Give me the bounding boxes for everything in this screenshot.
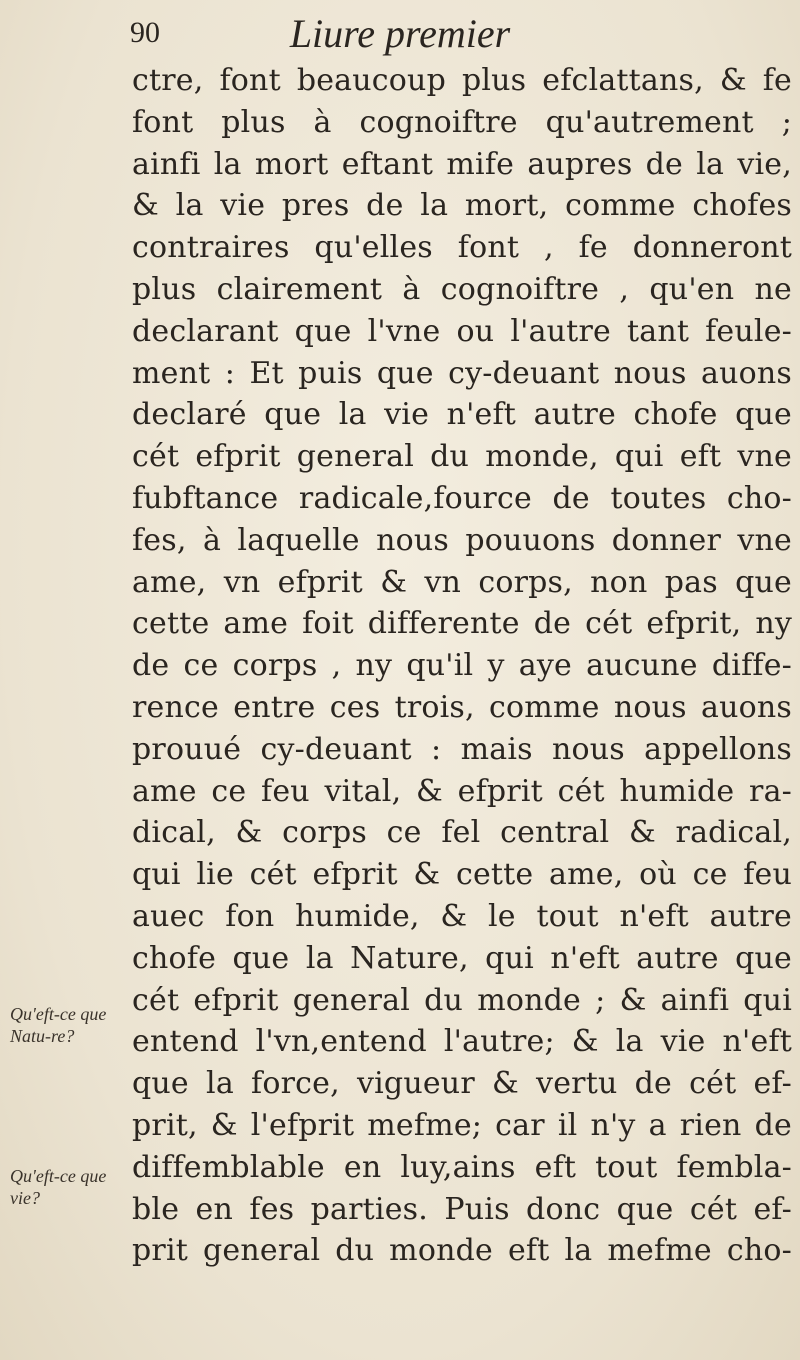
text-line: contraires qu'elles font , fe donneront — [132, 230, 792, 266]
text-line: prouué cy-deuant : mais nous appellons — [132, 731, 792, 767]
text-line: declaré que la vie n'eft autre chofe que — [132, 397, 792, 433]
text-line: & la vie pres de la mort, comme chofes — [132, 188, 792, 224]
text-line: font plus à cognoiftre qu'autrement ; — [132, 104, 792, 140]
text-line: plus clairement à cognoiftre , qu'en ne — [132, 271, 792, 307]
text-line: ainfi la mort eftant mife aupres de la vie, — [132, 146, 792, 182]
text-line: qui lie cét efprit & cette ame, où ce feu — [132, 857, 792, 893]
text-line: de ce corps , ny qu'il y aye aucune diffe- — [132, 648, 792, 684]
text-line: ame, vn efprit & vn corps, non pas que — [132, 564, 792, 600]
text-line: que la force, vigueur & vertu de cét ef- — [132, 1066, 792, 1102]
text-line: declarant que l'vne ou l'autre tant feule- — [132, 313, 792, 349]
text-line: diffemblable en luy,ains eft tout fembla- — [132, 1149, 792, 1185]
margin-note — [10, 1003, 110, 1047]
page-number: 90 — [130, 16, 160, 49]
text-line: fes, à laquelle nous pouuons donner vne — [132, 522, 792, 558]
text-line: ment : Et puis que cy-deuant nous auons — [132, 355, 792, 391]
text-line: auec fon humide, & le tout n'eft autre — [132, 898, 792, 934]
text-line: chofe que la Nature, qui n'eft autre que — [132, 940, 792, 976]
text-line: entend l'vn,entend l'autre; & la vie n'eft — [132, 1024, 792, 1060]
margin-note-text: Qu'eft-ce que Natu-re? — [10, 1004, 107, 1046]
margin-note — [10, 1165, 110, 1209]
text-line: cét efprit general du monde ; & ainfi qui — [132, 982, 792, 1018]
text-line: cette ame foit differente de cét efprit, ny — [132, 606, 792, 642]
page-header — [0, 10, 800, 60]
text-line: ctre, font beaucoup plus efclattans, & fe — [132, 63, 792, 98]
text-line: fubftance radicale,fource de toutes cho- — [132, 480, 792, 516]
text-line: prit, & l'efprit mefme; car il n'y a rien de — [132, 1107, 792, 1143]
margin-note-text: Qu'eft-ce que vie? — [10, 1166, 107, 1208]
text-line: prit general du monde eft la mefme cho- — [132, 1233, 792, 1269]
text-line: rence entre ces trois, comme nous auons — [132, 689, 792, 725]
text-line: ame ce feu vital, & efprit cét humide ra- — [132, 773, 792, 809]
text-line: dical, & corps ce fel central & radical, — [132, 815, 792, 851]
running-title: Liure premier — [289, 11, 511, 56]
text-line: cét efprit general du monde, qui eft vne — [132, 439, 792, 475]
body-text — [132, 60, 792, 1272]
text-line: ble en fes parties. Puis donc que cét ef- — [132, 1191, 792, 1227]
